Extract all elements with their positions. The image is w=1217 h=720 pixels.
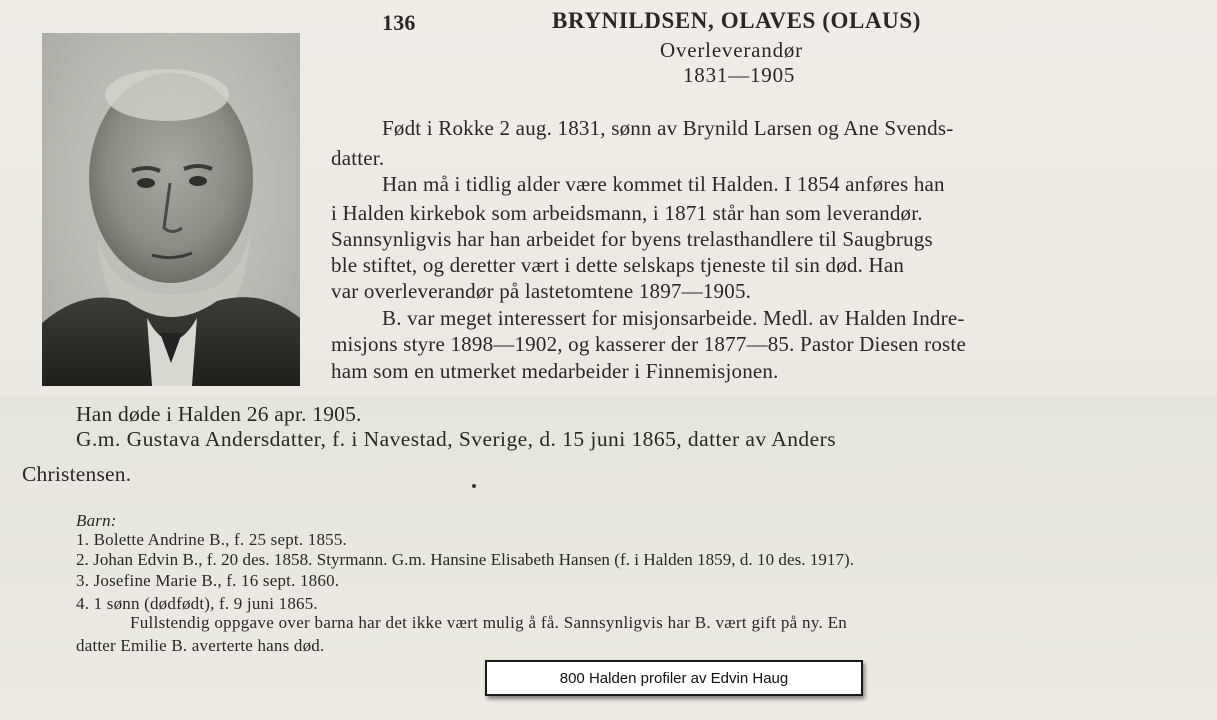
marriage-line: Christensen. [22, 462, 132, 486]
children-note: datter Emilie B. averterte hans død. [76, 636, 325, 655]
caption-text: 800 Halden profiler av Edvin Haug [559, 669, 789, 687]
marriage-line: G.m. Gustava Andersdatter, f. i Navestad, Sverige, d. 15 juni 1865, datter av Anders [76, 427, 837, 451]
life-years: 1831—1905 [683, 63, 796, 87]
biography-line: Sannsynligvis har han arbeidet for byens trelasthandlere til Saugbrugs [331, 227, 933, 251]
biography-line: misjons styre 1898—1902, og kasserer der 1877—85. Pastor Diesen roste [331, 332, 966, 356]
page-number: 136 [382, 10, 416, 35]
page-title: BRYNILDSEN, OLAVES (OLAUS) [552, 8, 922, 33]
ink-speck [472, 484, 476, 488]
biography-line: datter. [331, 146, 385, 170]
children-label: Barn: [76, 511, 117, 530]
biography-line: Han må i tidlig alder være kommet til Halden. I 1854 anføres han [382, 172, 945, 196]
child-entry: 3. Josefine Marie B., f. 16 sept. 1860. [76, 571, 340, 590]
biography-line: Født i Rokke 2 aug. 1831, sønn av Brynild Larsen og Ane Svends- [382, 116, 954, 140]
caption-box [485, 660, 863, 696]
occupation-subtitle: Overleverandør [660, 38, 803, 62]
biography-line: B. var meget interessert for misjonsarbeide. Medl. av Halden Indre- [382, 306, 965, 330]
biography-line: ham som en utmerket medarbeider i Finnemisjonen. [331, 359, 779, 383]
biography-line: i Halden kirkebok som arbeidsmann, i 1871 står han som leverandør. [331, 201, 923, 225]
children-note: Fullstendig oppgave over barna har det ikke vært mulig å få. Sannsynligvis har B. vært gift på ny. En [130, 613, 848, 632]
portrait-photo [42, 33, 300, 386]
death-line: Han døde i Halden 26 apr. 1905. [76, 402, 362, 426]
biography-line: var overleverandør på lastetomtene 1897—1905. [331, 279, 752, 303]
child-entry: 2. Johan Edvin B., f. 20 des. 1858. Styrmann. G.m. Hansine Elisabeth Hansen (f. i Halden 1859, d. 10 des. 1917). [76, 550, 855, 569]
child-entry: 1. Bolette Andrine B., f. 25 sept. 1855. [76, 530, 348, 549]
biography-line: ble stiftet, og deretter vært i dette selskaps tjeneste til sin død. Han [331, 253, 905, 277]
child-entry: 4. 1 sønn (dødfødt), f. 9 juni 1865. [76, 594, 318, 613]
